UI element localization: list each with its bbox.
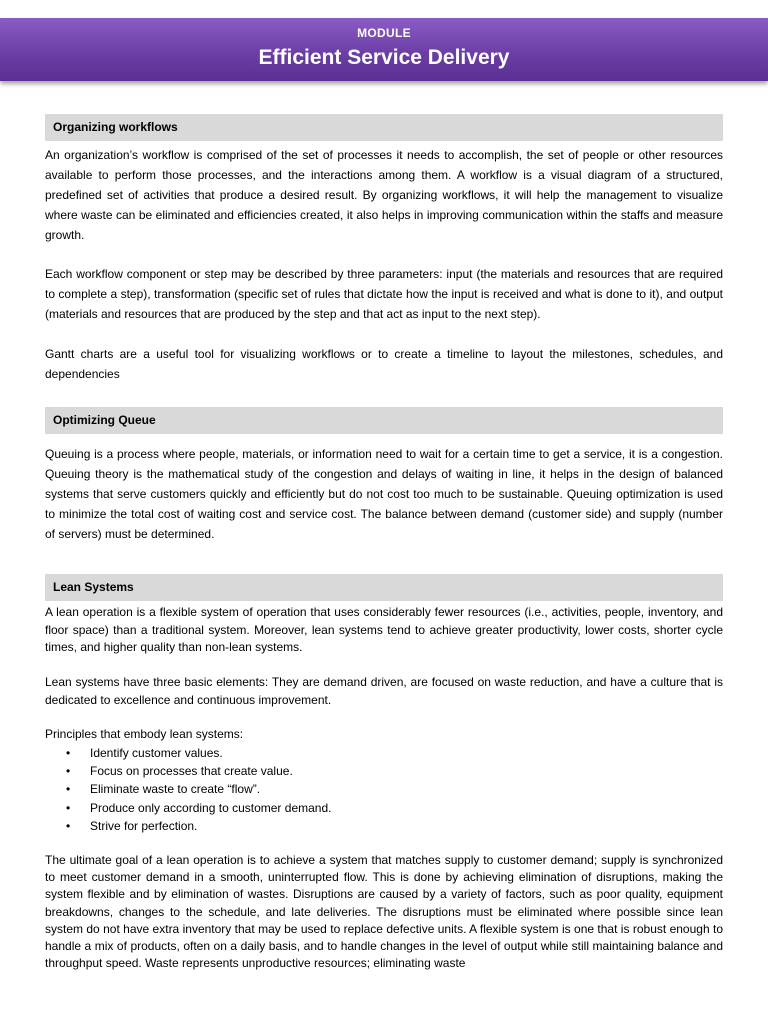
section-heading-optimizing-queue bbox=[45, 407, 723, 434]
principles-intro: Principles that embody lean systems: bbox=[45, 727, 244, 741]
section-heading-label: Lean Systems bbox=[53, 580, 134, 594]
section-heading-lean-systems bbox=[45, 574, 723, 601]
list-item: • Focus on processes that create value. bbox=[45, 762, 723, 780]
lean-paragraph-2: Lean systems have three basic elements: They are demand driven, are focused on waste reduction, and have a culture that is dedicated to excellence and continuous improvement. bbox=[45, 675, 723, 707]
section-heading-organizing-workflows bbox=[45, 114, 723, 141]
page-title: Efficient Service Delivery bbox=[258, 46, 510, 69]
queue-paragraph-1: Queuing is a process where people, materials, or information need to wait for a certain time to get a service, it is a congestion. Queuing theory is the mathematical study of the congestion and delays of waiting in line, it helps in the design of balanced systems that serve customers quickly and efficiently but do not cost too much to be sustainable. Queuing optimization is used to minimize the total cost of waiting cost and service cost. The balance between demand (customer side) and supply (number of servers) must be determined. bbox=[45, 447, 723, 541]
organizing-paragraph-1: An organization’s workflow is comprised of the set of processes it needs to accomplish, the set of people or other resources available to perform those processes, and the interactions among them. A workflow is a visual diagram of a structured, predefined set of activities that produce a desired result. By organizing workflows, it will help the management to visualize where waste can be eliminated and efficiencies created, it also helps in improving communication within the staffs and measure growth. bbox=[45, 148, 723, 242]
organizing-paragraph-3: Gantt charts are a useful tool for visualizing workflows or to create a timeline to layout the milestones, schedules, and dependencies bbox=[45, 347, 723, 381]
list-item: • Produce only according to customer demand. bbox=[45, 799, 723, 817]
section-heading-label: Optimizing Queue bbox=[53, 413, 156, 427]
organizing-paragraph-2: Each workflow component or step may be described by three parameters: input (the materials and resources that are required to complete a step), transformation (specific set of rules that dictate how the input is received and what is done to it), and output (materials and resources that are produced by the step and that act as input to the next step). bbox=[45, 267, 723, 321]
section-heading-label: Organizing workflows bbox=[53, 120, 178, 134]
list-item: • Strive for perfection. bbox=[45, 817, 723, 835]
lean-paragraph-3: The ultimate goal of a lean operation is to achieve a system that matches supply to customer demand; supply is synchronized to meet customer demand in a smooth, uninterrupted flow. This is done by achieving elimination of disruptions, making the system flexible and by elimination of wastes. Disruptions are caused by a variety of factors, such as poor quality, equipment breakdowns, changes to the schedule, and late deliveries. The disruptions must be eliminated where possible since lean system do not have extra inventory that may be used to replace defective units. A flexible system is one that is robust enough to handle a mix of products, often on a daily basis, and to handle changes in the level of output while still maintaining balance and throughput speed. Waste represents unproductive resources; eliminating waste bbox=[45, 853, 723, 971]
list-item: • Identify customer values. bbox=[45, 744, 723, 762]
module-banner bbox=[0, 18, 768, 81]
module-label: MODULE bbox=[357, 26, 411, 40]
lean-paragraph-1: A lean operation is a flexible system of operation that uses considerably fewer resources (i.e., activities, people, inventory, and floor space) than a traditional system. Moreover, lean systems tend to achieve greater productivity, lower costs, shorter cycle times, and higher quality than non-lean systems. bbox=[45, 605, 723, 655]
principles-list bbox=[45, 744, 723, 835]
list-item: • Eliminate waste to create “flow”. bbox=[45, 780, 723, 798]
